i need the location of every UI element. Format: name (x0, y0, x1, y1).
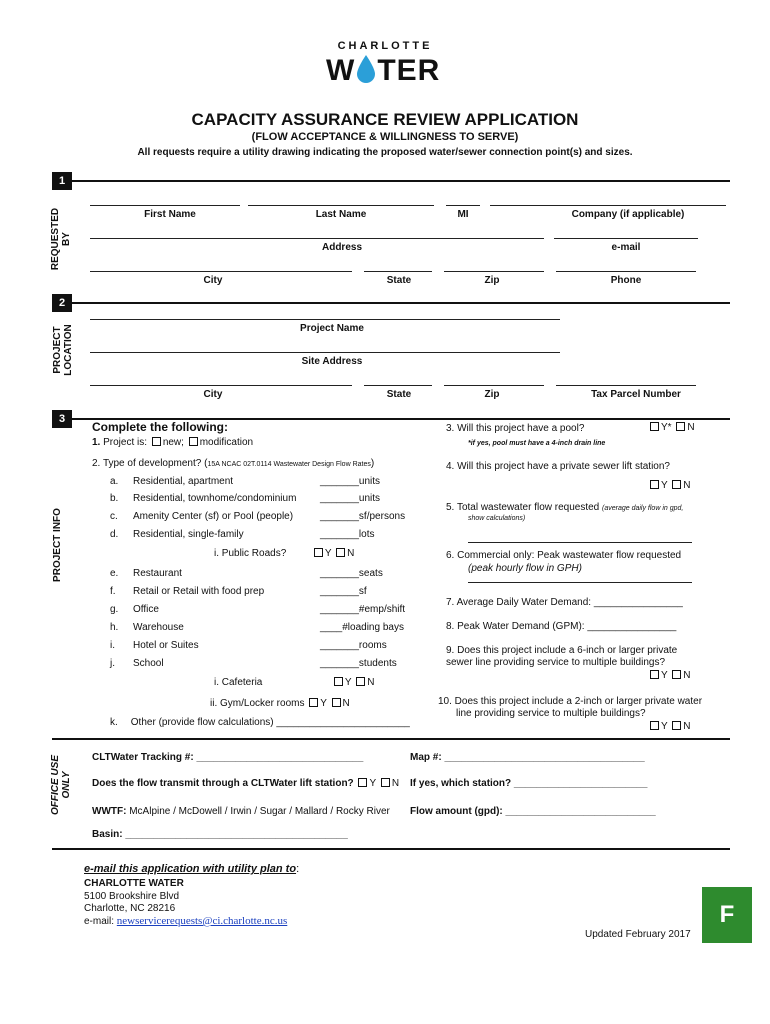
type-letter: e. (110, 568, 119, 579)
company-label: Company (if applicable) (571, 209, 685, 220)
project-state-label: State (386, 389, 412, 400)
q5-wastewater-flow: 5. Total wastewater flow requested (average daily flow in gpd, (446, 502, 684, 513)
map-number: Map #: ____________________________________ (410, 752, 645, 763)
k-other: k. Other (provide flow calculations) ________________________ (110, 717, 410, 728)
updated-date: Updated February 2017 (585, 929, 691, 940)
d-public-roads: i. Public Roads? Y N (214, 548, 355, 559)
q9-checkboxes: Y N (648, 670, 691, 681)
logo-w: W (326, 54, 356, 87)
type-label: Retail or Retail with food prep (133, 586, 265, 597)
type-label: Residential, townhome/condominium (133, 493, 297, 504)
section-1-number: 1 (52, 172, 72, 190)
company-field[interactable] (490, 205, 726, 206)
type-units-field[interactable]: _______units (320, 493, 381, 504)
flow-amount: Flow amount (gpd): ___________________________ (410, 806, 656, 817)
type-letter: c. (110, 511, 118, 522)
tracking-number: CLTWater Tracking #: ______________________________ (92, 752, 364, 763)
water-line-no-checkbox[interactable] (672, 721, 681, 730)
type-units-field[interactable]: _______students (320, 658, 397, 669)
type-label: Office (133, 604, 159, 615)
type-label: Warehouse (133, 622, 184, 633)
footer-address-1: 5100 Brookshire Blvd (84, 891, 180, 902)
site-address-field[interactable] (90, 352, 560, 353)
city-label: City (203, 275, 223, 286)
section-2-number: 2 (52, 294, 72, 312)
q2-type-of-development: 2. Type of development? (15A NCAC 02T.0114 Wastewater Design Flow Rates) (92, 458, 375, 469)
development-type-row (110, 476, 380, 487)
transmit-yes-checkbox[interactable] (358, 778, 367, 787)
q7-average-daily-demand: 7. Average Daily Water Demand: ________________ (446, 597, 683, 608)
section-1-divider (72, 180, 730, 182)
tax-parcel-field[interactable] (556, 385, 696, 386)
mi-label: MI (457, 209, 469, 220)
type-letter: a. (110, 476, 119, 487)
q3-pool: 3. Will this project have a pool? (446, 423, 585, 434)
type-letter: b. (110, 493, 119, 504)
first-name-label: First Name (144, 209, 196, 220)
basin: Basin: ________________________________________ (92, 829, 348, 840)
type-letter: g. (110, 604, 119, 615)
project-name-label: Project Name (300, 323, 364, 334)
type-units-field[interactable]: _______units (320, 476, 381, 487)
section-3-heading: Complete the following: (92, 420, 228, 434)
type-label: Residential, single-family (133, 529, 244, 540)
q10-water-line-b: line providing service to multiple buildings? (456, 708, 646, 719)
q6-peak-flow: 6. Commercial only: Peak wastewater flow requested (446, 550, 682, 561)
type-letter: d. (110, 529, 119, 540)
q8-peak-demand: 8. Peak Water Demand (GPM): ________________ (446, 621, 677, 632)
gym-no-checkbox[interactable] (332, 698, 341, 707)
q9-sewer-line: 9. Does this project include a 6-inch or larger private (446, 645, 678, 656)
q9-sewer-line-b: sewer line providing service to multiple buildings? (446, 657, 665, 668)
q3-note: *if yes, pool must have a 4-inch drain line (468, 440, 606, 447)
cafeteria-no-checkbox[interactable] (356, 677, 365, 686)
zip-field[interactable] (444, 271, 544, 272)
last-name-label: Last Name (315, 209, 367, 220)
type-letter: h. (110, 622, 119, 633)
q6-peak-hourly: (peak hourly flow in GPH) (468, 563, 582, 574)
office-bottom-divider (52, 848, 730, 850)
lift-yes-checkbox[interactable] (650, 480, 659, 489)
tax-parcel-label: Tax Parcel Number (591, 389, 681, 400)
address-field[interactable] (90, 238, 544, 239)
footer-email: e-mail: newservicerequests@ci.charlotte.nc.us (84, 915, 288, 927)
transmit-no-checkbox[interactable] (381, 778, 390, 787)
email-label: e-mail (611, 242, 641, 253)
development-type-row (110, 640, 387, 651)
type-units-field[interactable]: _______sf (320, 586, 367, 597)
q1-project-is: 1. Project is: new; modification (92, 437, 254, 448)
phone-label: Phone (610, 275, 642, 286)
j-cafeteria: i. Cafeteria Y N (214, 677, 375, 688)
type-letter: j. (110, 658, 115, 669)
page-title: CAPACITY ASSURANCE REVIEW APPLICATION (191, 110, 579, 129)
type-letter: f. (110, 586, 116, 597)
q5-answer-field[interactable] (468, 542, 692, 543)
public-roads-no-checkbox[interactable] (336, 548, 345, 557)
type-label: School (133, 658, 164, 669)
email-field[interactable] (554, 238, 698, 239)
first-name-field[interactable] (90, 205, 240, 206)
mi-field[interactable] (446, 205, 480, 206)
water-drop-icon (356, 54, 376, 84)
development-type-row (110, 529, 375, 540)
q6-answer-field[interactable] (468, 582, 692, 583)
q1-new-checkbox[interactable] (152, 437, 161, 446)
sewer-line-no-checkbox[interactable] (672, 670, 681, 679)
state-field[interactable] (364, 271, 432, 272)
pool-no-checkbox[interactable] (676, 422, 685, 431)
section-3-side-label: PROJECT INFO (52, 508, 63, 582)
sewer-line-yes-checkbox[interactable] (650, 670, 659, 679)
state-label: State (386, 275, 412, 286)
lift-no-checkbox[interactable] (672, 480, 681, 489)
type-units-field[interactable]: _______#emp/shift (320, 604, 406, 615)
which-station: If yes, which station? ________________________ (410, 778, 648, 789)
type-letter: i. (110, 640, 115, 651)
cafeteria-yes-checkbox[interactable] (334, 677, 343, 686)
q10-water-line: 10. Does this project include a 2-inch or larger private water (438, 696, 703, 707)
q4-lift-station: 4. Will this project have a private sewer lift station? (446, 461, 670, 472)
email-instructions: e-mail this application with utility plan to: (84, 863, 300, 875)
section-3-number: 3 (52, 410, 72, 428)
q1-modification-checkbox[interactable] (189, 437, 198, 446)
project-name-field[interactable] (90, 319, 560, 320)
type-units-field[interactable]: _______rooms (320, 640, 387, 651)
q3-checkboxes: Y* N (648, 422, 695, 433)
section-1-side-label: REQUESTED BY (50, 207, 72, 271)
project-state-field[interactable] (364, 385, 432, 386)
office-divider (52, 738, 730, 740)
type-units-field[interactable]: _______seats (320, 568, 383, 579)
site-address-label: Site Address (301, 356, 363, 367)
office-use-side-label: OFFICE USE ONLY (50, 755, 72, 816)
page-subtitle: (FLOW ACCEPTANCE & WILLINGNESS TO SERVE) (251, 131, 519, 143)
development-type-row (110, 511, 405, 522)
water-line-yes-checkbox[interactable] (650, 721, 659, 730)
project-city-label: City (203, 389, 223, 400)
type-label: Residential, apartment (133, 476, 234, 487)
section-2-side-label: PROJECT LOCATION (52, 324, 74, 376)
type-units-field[interactable]: _______sf/persons (320, 511, 406, 522)
address-label: Address (321, 242, 362, 253)
transmit-question: Does the flow transmit through a CLTWater lift station? Y N (92, 778, 400, 789)
q5-note: show calculations) (468, 515, 526, 522)
development-type-row (110, 586, 367, 597)
phone-field[interactable] (556, 271, 696, 272)
q4-checkboxes: Y N (648, 480, 691, 491)
project-city-field[interactable] (90, 385, 352, 386)
development-type-row (110, 493, 380, 504)
development-type-row (110, 622, 404, 633)
section-2-divider (72, 302, 730, 304)
type-label: Amenity Center (sf) or Pool (people) (133, 511, 294, 522)
q10-checkboxes: Y N (648, 721, 691, 732)
development-type-row (110, 568, 383, 579)
city-field[interactable] (90, 271, 352, 272)
public-roads-yes-checkbox[interactable] (314, 548, 323, 557)
project-zip-field[interactable] (444, 385, 544, 386)
j-gym-locker: ii. Gym/Locker rooms Y N (210, 698, 350, 709)
development-type-row (110, 604, 405, 615)
footer-org: CHARLOTTE WATER (84, 878, 184, 889)
drawing-note: All requests require a utility drawing indicating the proposed water/sewer connection point(s) and sizes. (137, 147, 633, 158)
logo-top: CHARLOTTE (337, 40, 433, 52)
type-label: Hotel or Suites (133, 640, 199, 651)
type-units-field[interactable]: _______lots (320, 529, 375, 540)
wwtf-line: WWTF: McAlpine / McDowell / Irwin / Sugar / Mallard / Rocky River (92, 806, 390, 817)
type-label: Restaurant (133, 568, 182, 579)
type-units-field[interactable]: ____#loading bays (320, 622, 404, 633)
form-badge: F (702, 887, 752, 943)
last-name-field[interactable] (248, 205, 434, 206)
project-zip-label: Zip (484, 389, 500, 400)
footer-email-link[interactable]: newservicerequests@ci.charlotte.nc.us (116, 915, 288, 927)
footer-address-2: Charlotte, NC 28216 (84, 903, 176, 914)
development-type-row (110, 658, 397, 669)
gym-yes-checkbox[interactable] (309, 698, 318, 707)
zip-label: Zip (484, 275, 500, 286)
logo-ter: TER (377, 54, 441, 87)
logo (326, 54, 440, 88)
pool-yes-checkbox[interactable] (650, 422, 659, 431)
